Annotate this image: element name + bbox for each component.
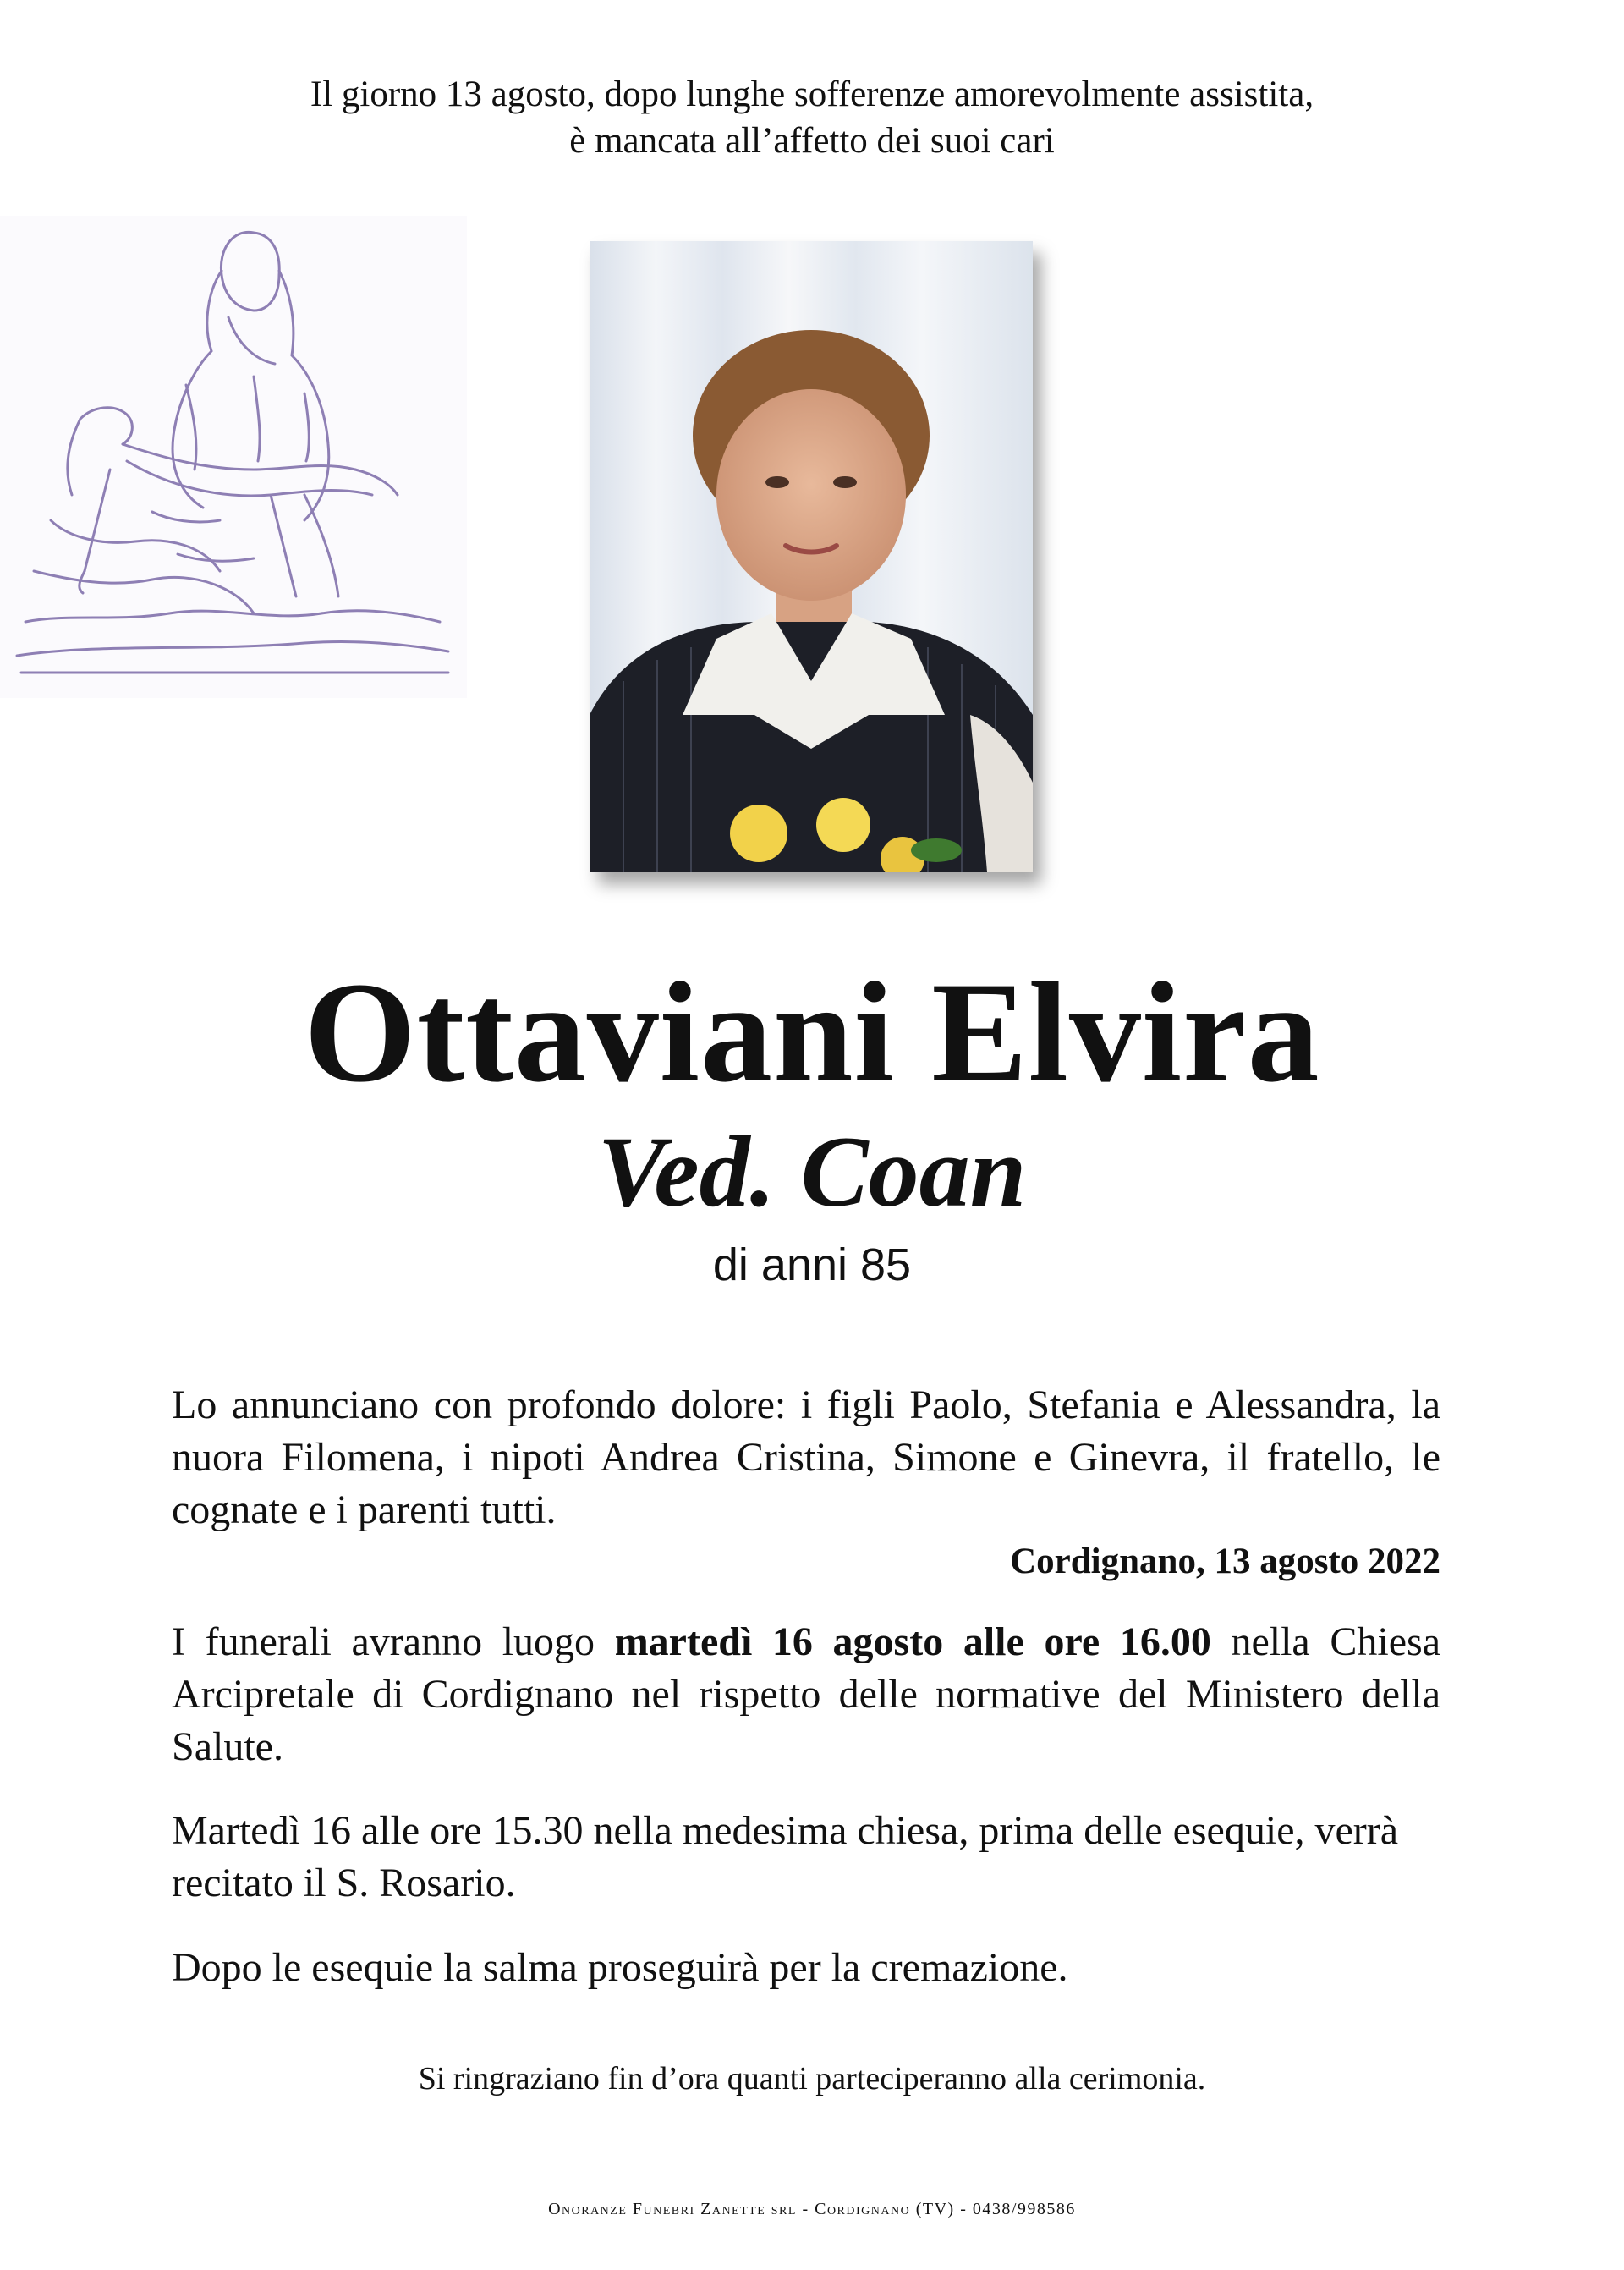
age-label: di anni 85 [712,1239,912,1290]
portrait-photo-icon [590,241,1033,872]
dateline: Cordignano, 13 agosto 2022 [1010,1542,1440,1581]
funeral-text-post: nella Chiesa Arcipretale di Cordignano nel rispetto delle normative del Ministero della Salute. [172,1619,1441,1769]
funeral-home-footer: Onoranze Funebri Zanette srl - Cordignano (TV) - 0438/998586 [548,2200,1076,2218]
rosary-paragraph: Martedì 16 alle ore 15.30 nella medesima chiesa, prima delle esequie, verrà recitato il S. Rosario. [172,1808,1399,1905]
funeral-paragraph [172,1616,1440,1773]
deceased-name: Ottaviani Elvira [304,953,1320,1112]
announcement-paragraph [172,1379,1440,1587]
intro-line-2: è mancata all’affetto dei suoi cari [569,121,1055,161]
cremation-paragraph: Dopo le esequie la salma proseguirà per la cremazione. [172,1945,1068,1990]
thanks-text: Si ringraziano fin d’ora quanti parteciperanno alla cerimonia. [418,2061,1206,2097]
widow-of-label: Ved. Coan [597,1115,1027,1228]
funeral-date-time: martedì 16 agosto alle ore 16.00 [614,1619,1211,1664]
announcement-text: Lo annunciano con profondo dolore: i figli Paolo, Stefania e Alessandra, la nuora Filomena, i nipoti Andrea Cristina, Simone e Ginevra, il fratello, le cognate e i parenti tutti. [172,1382,1440,1532]
intro-text [0,71,1624,164]
funeral-text-pre: I funerali avranno luogo [172,1619,615,1664]
intro-line-1: Il giorno 13 agosto, dopo lunghe sofferenze amorevolmente assistita, [310,74,1314,114]
pieta-drawing-icon [0,216,467,698]
